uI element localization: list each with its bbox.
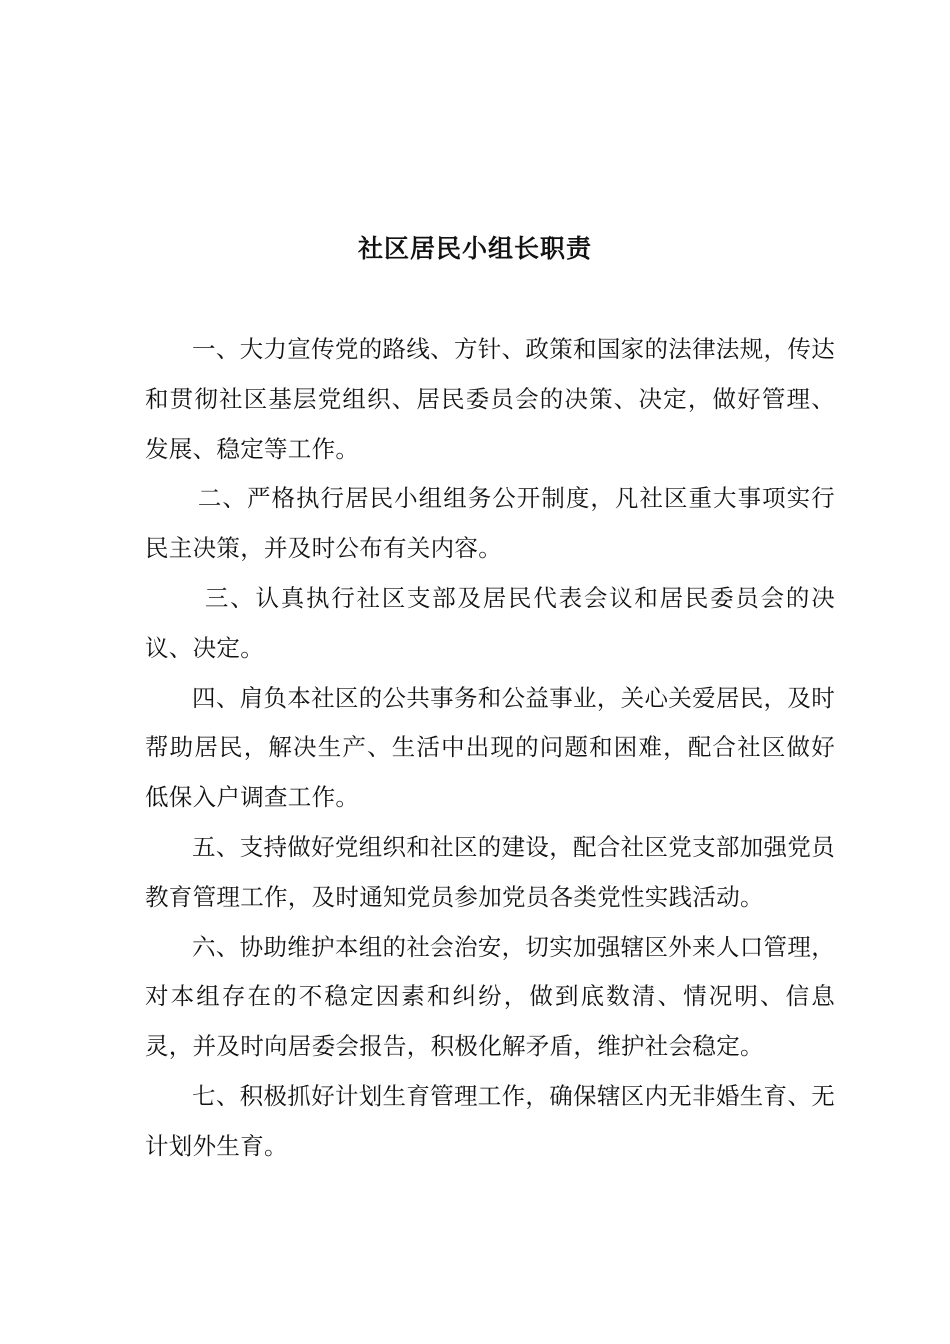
document-title: 社区居民小组长职责: [357, 234, 592, 263]
duty-paragraph-3: 三、认真执行社区支部及居民代表会议和居民委员会的决议、决定。: [145, 583, 835, 662]
duty-paragraph-4: 四、肩负本社区的公共事务和公益事业，关心关爱居民，及时帮助居民，解决生产、生活中出现的问题和困难，配合社区做好低保入户调查工作。: [145, 683, 835, 812]
duty-paragraph-5: 五、支持做好党组织和社区的建设，配合社区党支部加强党员教育管理工作，及时通知党员参加党员各类党性实践活动。: [145, 832, 835, 911]
duty-paragraph-6: 六、协助维护本组的社会治安，切实加强辖区外来人口管理，对本组存在的不稳定因素和纠纷，做到底数清、情况明、信息灵，并及时向居委会报告，积极化解矛盾，维护社会稳定。: [145, 932, 835, 1061]
duty-paragraph-7: 七、积极抓好计划生育管理工作，确保辖区内无非婚生育、无计划外生育。: [145, 1081, 835, 1160]
duty-paragraph-1: 一、大力宣传党的路线、方针、政策和国家的法律法规，传达和贯彻社区基层党组织、居民委员会的决策、决定，做好管理、发展、稳定等工作。: [145, 335, 835, 463]
duty-paragraph-2: 二、严格执行居民小组组务公开制度，凡社区重大事项实行民主决策，并及时公布有关内容。: [145, 484, 835, 563]
document-body: [145, 325, 835, 1172]
